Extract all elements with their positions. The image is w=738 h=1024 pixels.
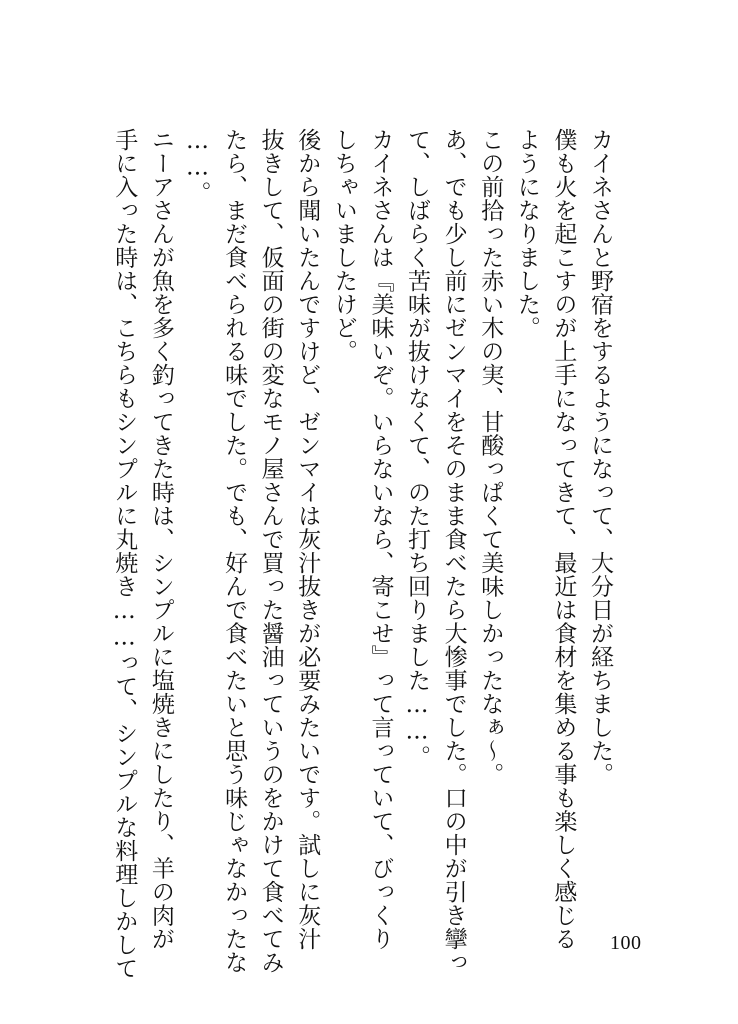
text-line: て、しばらく苦味が抜けなくて、のた打ち回りました……。 (404, 128, 431, 769)
page-number: 100 (610, 932, 642, 954)
text-line: 抜きして、仮面の街の変なモノ屋さんで買った醤油っていうのをかけて食べてみ (257, 128, 284, 974)
text-line: カイネさんは『美味いぞ。いらないなら、寄こせ』って言っていて、びっくり (367, 128, 394, 951)
text-line: 僕も火を起こすのが上手になってきて、最近は食材を集める事も楽しく感じる (550, 128, 577, 951)
text-line: ようになりました。 (513, 128, 540, 340)
text-line: ……。 (184, 128, 211, 205)
text-line: しちゃいましたけど。 (330, 128, 357, 363)
text-line: 後から聞いたんですけど、ゼンマイは灰汁抜きが必要みたいです。試しに灰汁 (294, 128, 321, 951)
text-line: この前拾った赤い木の実、甘酸っぱくて美味しかったなぁ〜。 (477, 128, 504, 786)
text-line: 手に入った時は、こちらもシンプルに丸焼き……って、シンプルな料理しかして (111, 128, 138, 980)
text-line: たら、まだ食べられる味でした。でも、好んで食べたいと思う味じゃなかったな (221, 128, 248, 974)
text-line: あ、でも少し前にゼンマイをそのまま食べたら大惨事でした。口の中が引き攣っ (440, 128, 467, 974)
text-line: カイネさんと野宿をするようになって、大分日が経ちました。 (587, 128, 613, 786)
text-line: ニーアさんが魚を多く釣ってきた時は、シンプルに塩焼きにしたり、羊の肉が (147, 128, 174, 951)
vertical-text-body (106, 128, 618, 980)
